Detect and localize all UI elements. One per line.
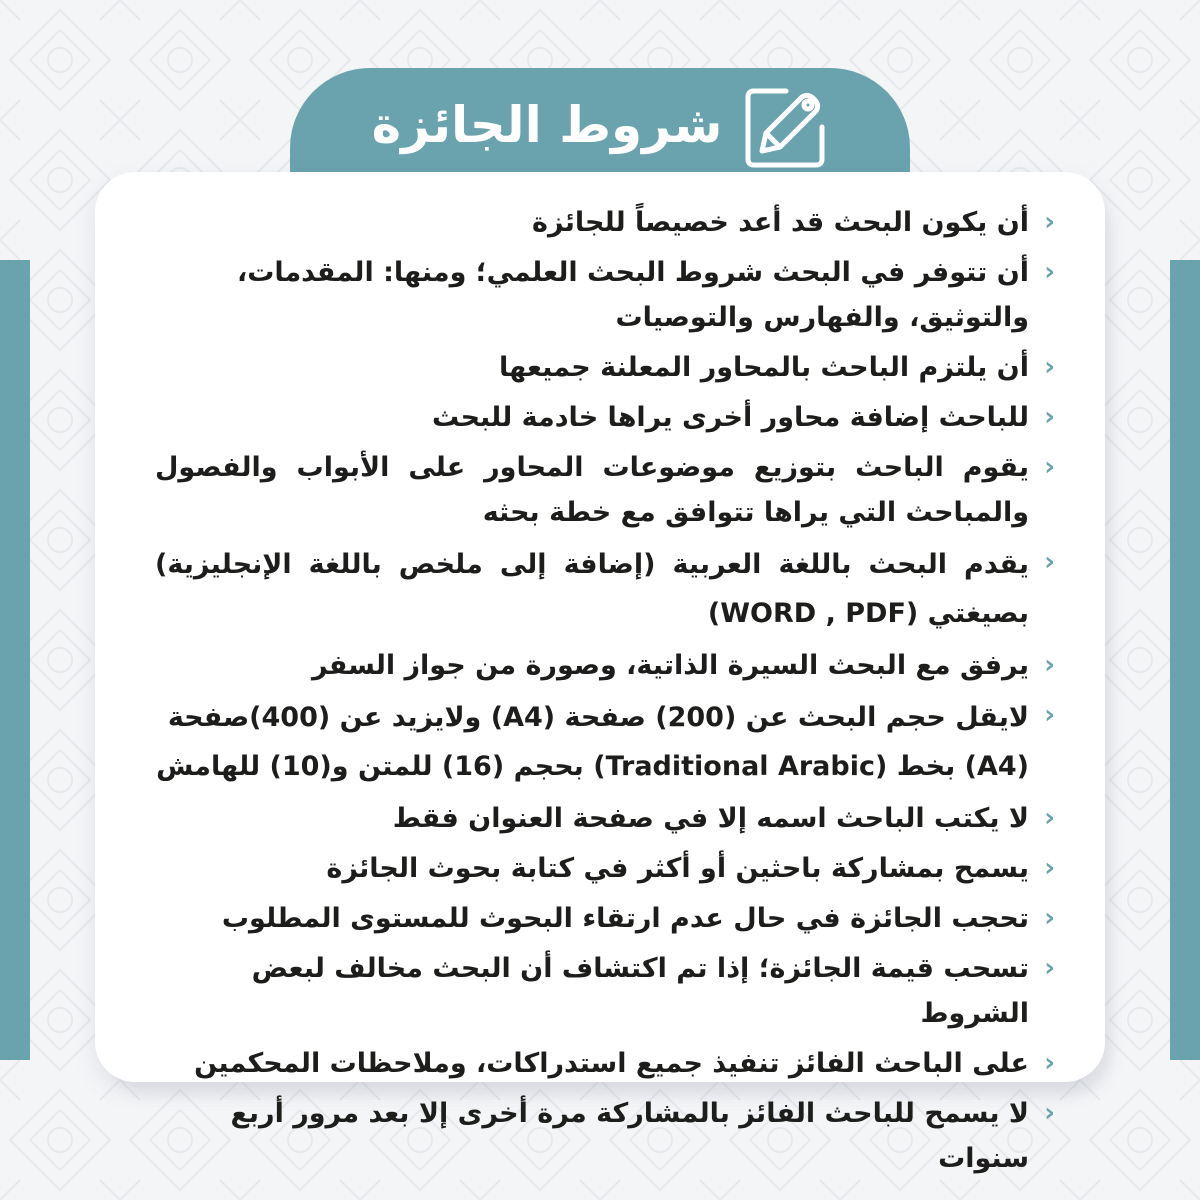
chevron-left-icon: ‹ (1044, 402, 1055, 432)
condition-item (155, 846, 1055, 891)
chevron-left-icon: ‹ (1044, 207, 1055, 237)
condition-text: للباحث إضافة محاور أخرى يراها خادمة للبحث (431, 402, 1029, 433)
condition-item (155, 643, 1055, 688)
chevron-left-icon: ‹ (1044, 452, 1055, 482)
chevron-left-icon: ‹ (1044, 700, 1055, 730)
chevron-left-icon: ‹ (1044, 903, 1055, 933)
condition-item (155, 1041, 1055, 1086)
chevron-left-icon: ‹ (1044, 953, 1055, 983)
page-title: شروط الجائزة (371, 96, 723, 154)
condition-item (155, 250, 1055, 340)
chevron-left-icon: ‹ (1044, 1098, 1055, 1128)
condition-item (155, 540, 1055, 638)
right-accent-bar (1170, 260, 1200, 1060)
chevron-left-icon: ‹ (1044, 257, 1055, 287)
condition-item (155, 445, 1055, 535)
edit-pencil-icon (742, 85, 828, 171)
condition-item (155, 946, 1055, 1036)
condition-text: لا يسمح للباحث الفائز بالمشاركة مرة أخرى إلا بعد مرور أربع سنوات (230, 1098, 1029, 1174)
chevron-left-icon: ‹ (1044, 803, 1055, 833)
condition-text: يقوم الباحث بتوزيع موضوعات المحاور على الأبواب والفصول والمباحث التي يراها تتوافق مع خطة بحثه (155, 452, 1029, 528)
condition-text: أن يلتزم الباحث بالمحاور المعلنة جميعها (498, 352, 1029, 383)
title-bar (290, 68, 910, 188)
condition-text: يقدم البحث باللغة العربية (إضافة إلى ملخص باللغة الإنجليزية) بصيغتي (WORD , PDF) (155, 549, 1029, 629)
condition-text: أن تتوفر في البحث شروط البحث العلمي؛ ومنها: المقدمات، والتوثيق، والفهارس والتوصيات (236, 257, 1029, 333)
conditions-list (155, 200, 1055, 1186)
chevron-left-icon: ‹ (1044, 1048, 1055, 1078)
condition-text: يسمح بمشاركة باحثين أو أكثر في كتابة بحوث الجائزة (326, 853, 1029, 884)
condition-text: تحجب الجائزة في حال عدم ارتقاء البحوث للمستوى المطلوب (221, 903, 1029, 934)
condition-item (155, 796, 1055, 841)
condition-text: لا يكتب الباحث اسمه إلا في صفحة العنوان فقط (392, 803, 1029, 834)
chevron-left-icon: ‹ (1044, 352, 1055, 382)
condition-item (155, 345, 1055, 390)
condition-item (155, 1091, 1055, 1181)
left-accent-bar (0, 260, 30, 1060)
condition-item (155, 896, 1055, 941)
condition-text: لايقل حجم البحث عن (200) صفحة (A4) ولايزيد عن (400)صفحة (A4) بخط (Traditional Arabic) بحجم (16) للمتن و(10) للهامش (156, 702, 1029, 782)
condition-item (155, 200, 1055, 245)
condition-item (155, 395, 1055, 440)
condition-text: على الباحث الفائز تنفيذ جميع استدراكات، وملاحظات المحكمين (194, 1048, 1029, 1079)
condition-item (155, 693, 1055, 791)
condition-text: يرفق مع البحث السيرة الذاتية، وصورة من جواز السفر (311, 650, 1029, 681)
condition-text: أن يكون البحث قد أعد خصيصاً للجائزة (532, 207, 1029, 238)
condition-text: تسحب قيمة الجائزة؛ إذا تم اكتشاف أن البحث مخالف لبعض الشروط (251, 953, 1029, 1029)
chevron-left-icon: ‹ (1044, 547, 1055, 577)
chevron-left-icon: ‹ (1044, 853, 1055, 883)
chevron-left-icon: ‹ (1044, 650, 1055, 680)
